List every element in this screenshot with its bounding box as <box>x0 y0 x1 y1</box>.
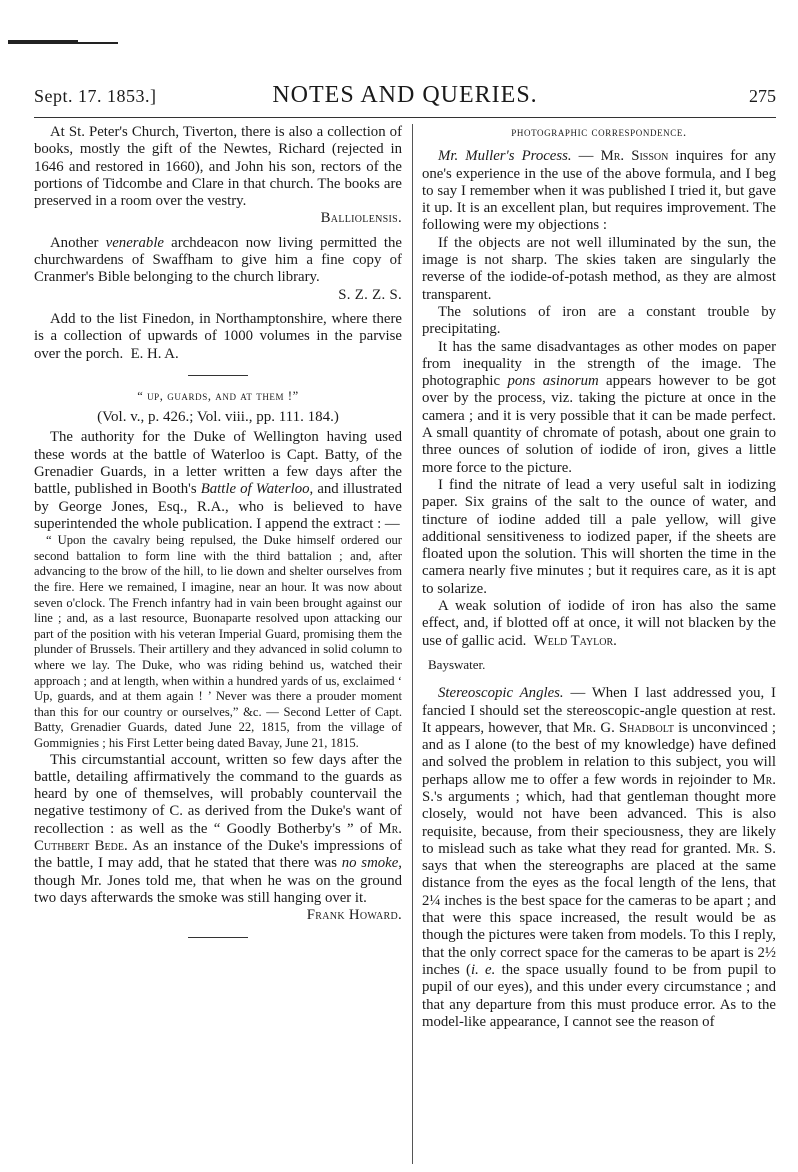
signature-weld-taylor: Weld Taylor. <box>533 632 617 649</box>
paragraph-solutions-iron: The solutions of iron are a constant trouble by precipitating. <box>422 303 776 338</box>
place-bayswater: Bayswater. <box>428 656 486 672</box>
paragraph-nitrate-lead: I find the nitrate of lead a very useful salt in iodizing paper. Six grains of the salt to the ounce of water, and tincture of iodine added till a pale yellow, will give additional sensitiveness to iodized paper, if the sheets are floated upon the solution. This will shorten the time in the camera nearly five minutes ; but it requires care, as it is apt to solarize. <box>422 476 776 597</box>
quoted-extract: “ Upon the cavalry being repulsed, the Duke himself ordered our second battalion to form line with the third battalion ; and, after advancing to the brow of the hill, to lie down and shelter ourselves from the fire. Here we remained, I imagine, near an hour. It was now about seven o'clock. The French infantry had in vain been brought against our line ; and, as a last resource, Buonaparte resolved upon attacking our part of the position with his veteran Imperial Guard, promising them the plunder of Brussels. Their artillery and they advanced in solid column to where we lay. The Duke, who was riding behind us, watched their approach ; and at length, when within a hundred yards of us, exclaimed ‘ Up, guards, and at them again ! ’ Never was there a prouder moment than this for our country or ourselves,” &c. — Second Letter of Capt. Batty, Grenadier Guards, dated June 22, 1815, from the village of Gommignies ; his First Letter being dated Bavay, June 21, 1815. <box>34 533 402 750</box>
paragraph-circumstantial: This circumstantial account, written so few days after the battle, detailing affirmatively the command to the guards as heard by one of themselves, will probably countervail the negative testimony of C. as derived from the Duke's want of recollection : as well as the “ Goodly Botherby's ” of Mr. Cuthbert Bede. As an instance of the Duke's impressions of the battle, I may add, that he stated that there was no smoke, though Mr. Jones told me, that when he was on the ground two days afterwards the smoke was still hanging over it. <box>34 751 402 906</box>
page-header <box>34 82 776 112</box>
paragraph-tiverton: At St. Peter's Church, Tiverton, there is also a collection of books, mostly the gift of the Newtes, Richard (rejected in 1646 and restored in 1660), and John his son, rectors of the portions of Tidcombe and Clare in that church. The books are preserved in a room over the vestry. <box>34 124 402 210</box>
paragraph-swaffham: Another venerable archdeacon now living permitted the churchwardens of Swaffham to give him a fine copy of Cranmer's Bible belonging to the church library. <box>34 234 402 286</box>
paragraph-disadvantages: It has the same disadvantages as other modes on paper from inequality in the strength of the image. The photographic pons asinorum appears however to be got over by the process, viz. taking the picture at once in the camera ; and it is very possible that it can be made perfect. A small quantity of chromate of potash, about one grain to three ounces of solution of iodide of iron, gives a little more force to the picture. <box>422 338 776 476</box>
paragraph-stereoscopic-angles: Stereoscopic Angles. — When I last addressed you, I fancied I should set the stereoscopic-angle question at rest. It appears, however, that Mr. G. Shadbolt is unconvinced ; and as I alone (to the best of my knowledge) have defined and solved the problem in relation to this subject, you will perhaps allow me to offer a few words in rejoinder to Mr. S.'s arguments ; which, had that gentleman thought more closely, would not have been advanced. This is also requisite, because, from their speciousness, they are likely to mislead such as take what they read for granted. Mr. S. says that when the stereographs are placed at the same distance from the eyes as the focal length of the lens, that 2¼ inches is the best space for the cameras to be apart ; and that were this space increased, the result would be as though the pictures were taken from models. To this I reply, that the only correct space for the cameras to be apart is 2½ inches (i. e. the space usually found to be from pupil to pupil of our eyes), and this under every circumstance ; and that any departure from this must produce error. As to the model-like appearance, I cannot see the reason of <box>422 685 777 1030</box>
paragraph-muller-process: Mr. Muller's Process. — Mr. Sisson inquires for any one's experience in the use of the above formula, and I beg to say I remember when it was published I tried it, but gave it up. It is an excellent plan, but requires improvement. The following were my objections : <box>422 148 776 234</box>
header-title: NOTES AND QUERIES. <box>272 82 538 108</box>
paragraph-finedon: Add to the list Finedon, in Northamptonshire, where there is a collection of upwards of 1000 volumes in the parvise over the porch. E. H. A. <box>34 310 402 362</box>
section-divider <box>188 375 248 376</box>
section-heading-up-guards: “ up, guards, and at them !” <box>137 388 299 403</box>
end-divider <box>188 937 248 938</box>
signature-balliolensis: Balliolensis. <box>320 210 402 227</box>
section-heading-photographic: photographic correspondence. <box>511 125 687 139</box>
left-column <box>34 124 402 950</box>
section-reference: (Vol. v., p. 426.; Vol. viii., pp. 111. 184.) <box>97 409 339 426</box>
right-column <box>422 124 776 1031</box>
header-rule <box>34 117 776 118</box>
signature-szzs: S. Z. Z. S. <box>338 286 402 303</box>
column-divider <box>412 124 413 1164</box>
paragraph-weak-solution: A weak solution of iodide of iron has also the same effect, and, if blotted off at once, it will not blacken by the use of gallic acid. Weld Taylor. <box>422 598 776 649</box>
paragraph-objects: If the objects are not well illuminated by the sun, the image is not sharp. The skies taken are singularly the reverse of the iodide-of-potash method, as they are almost transparent. <box>422 234 776 303</box>
header-date: Sept. 17. 1853.] <box>34 86 157 106</box>
signature-frank-howard: Frank Howard. <box>306 907 402 924</box>
signature-eha: E. H. A. <box>130 345 179 362</box>
top-ornament-rule-thin <box>8 42 118 44</box>
paragraph-authority: The authority for the Duke of Wellington having used these words at the battle of Waterloo is Capt. Batty, of the Grenadier Guards, in a letter written a few days after the battle, published in Booth's Battle of Waterloo, and illustrated by George Jones, Esq., R.A., who is believed to have superintended the whole publication. I append the extract : — <box>34 429 402 532</box>
page-number: 275 <box>749 86 776 106</box>
